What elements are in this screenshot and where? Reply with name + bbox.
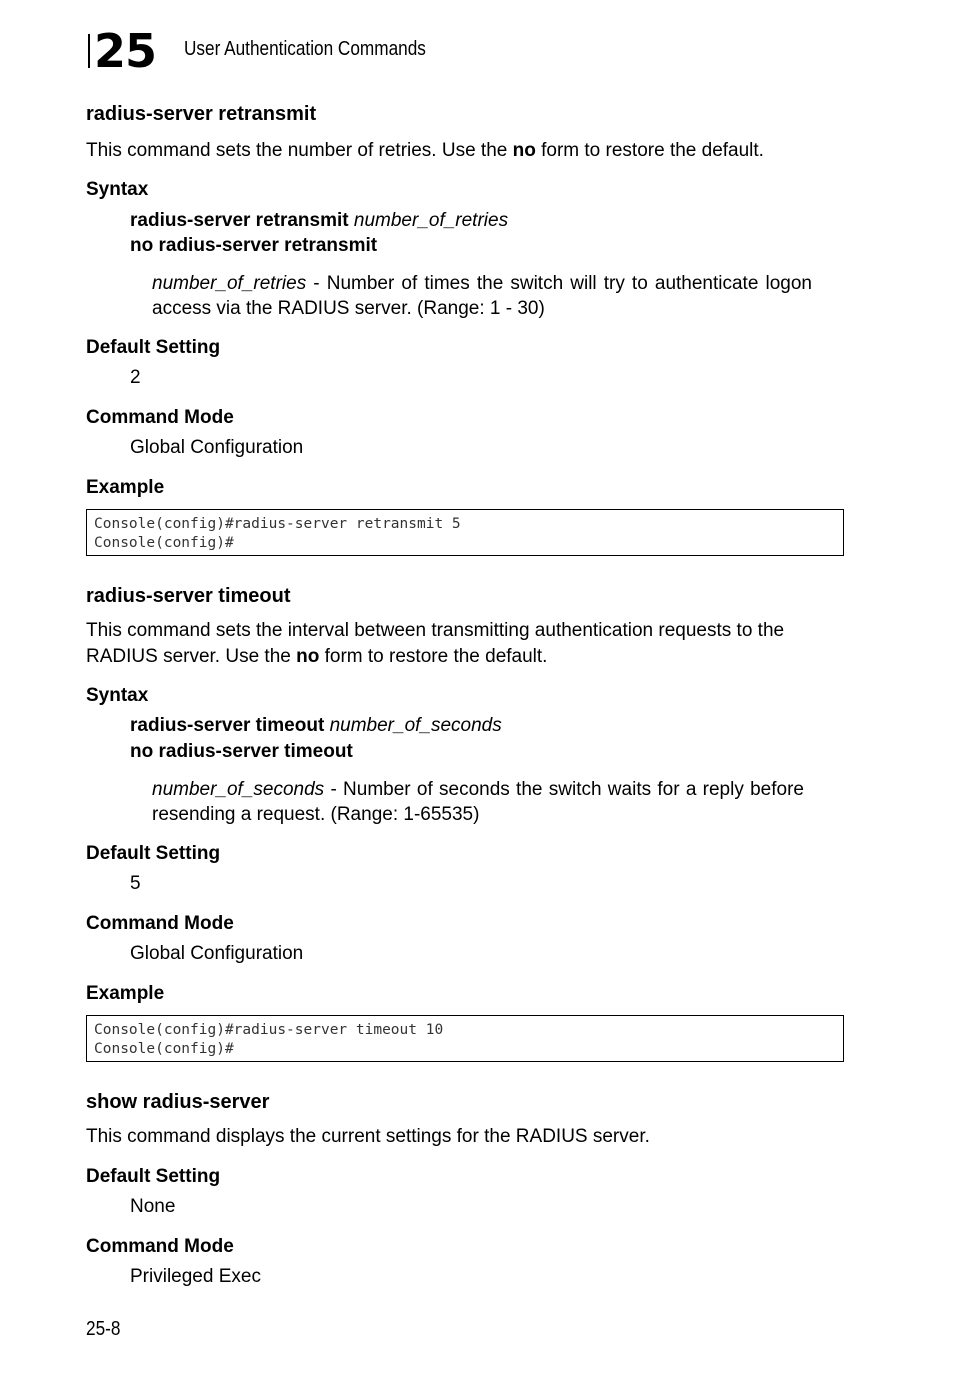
default-setting-heading: Default Setting (86, 1166, 221, 1187)
section-title: radius-server retransmit (86, 103, 317, 125)
parameter-description: number_of_seconds - Number of seconds the switch waits for a reply before resending a request. (Range: 1-65535) (152, 779, 804, 825)
example-code-block (86, 1015, 844, 1062)
command-mode-value: Global Configuration (130, 943, 304, 964)
chapter-number-text: 25 (94, 24, 157, 78)
example-heading: Example (86, 477, 165, 498)
parameter-description: number_of_retries - Number of times the switch will try to authenticate logon access via the RADIUS server. (Range: 1 - 30) (152, 273, 812, 319)
default-setting-value: 5 (130, 873, 141, 894)
code-line: Console(config)#radius-server retransmit 5 (94, 516, 461, 532)
chapter-bar (88, 34, 90, 68)
syntax-heading: Syntax (86, 179, 149, 200)
command-mode-heading: Command Mode (86, 1236, 234, 1257)
chapter-number (88, 24, 168, 78)
code-line: Console(config)#radius-server timeout 10 (94, 1022, 444, 1038)
section-description: This command sets the interval between transmitting authentication requests to the RADIUS server. Use the no form to restore the default. (86, 620, 785, 667)
default-setting-value: 2 (130, 367, 141, 388)
section-description: This command sets the number of retries. Use the no form to restore the default. (86, 140, 764, 161)
command-mode-heading: Command Mode (86, 913, 234, 934)
code-line: Console(config)# (94, 535, 234, 551)
command-mode-value: Privileged Exec (130, 1266, 261, 1287)
syntax-no-command: no radius-server retransmit (130, 235, 378, 256)
default-setting-heading: Default Setting (86, 337, 221, 358)
chapter-title: User Authentication Commands (184, 38, 426, 60)
syntax-no-command: no radius-server timeout (130, 741, 353, 762)
syntax-command: radius-server retransmit number_of_retries (130, 210, 509, 231)
section-title: show radius-server (86, 1091, 270, 1113)
syntax-heading: Syntax (86, 685, 149, 706)
page-number: 25-8 (86, 1318, 121, 1340)
default-setting-heading: Default Setting (86, 843, 221, 864)
syntax-command: radius-server timeout number_of_seconds (130, 715, 502, 736)
example-code-block (86, 509, 844, 556)
code-line: Console(config)# (94, 1041, 234, 1057)
command-mode-heading: Command Mode (86, 407, 234, 428)
default-setting-value: None (130, 1196, 176, 1217)
section-description: This command displays the current settings for the RADIUS server. (86, 1126, 650, 1147)
example-heading: Example (86, 983, 165, 1004)
command-mode-value: Global Configuration (130, 437, 304, 458)
section-title: radius-server timeout (86, 585, 291, 607)
